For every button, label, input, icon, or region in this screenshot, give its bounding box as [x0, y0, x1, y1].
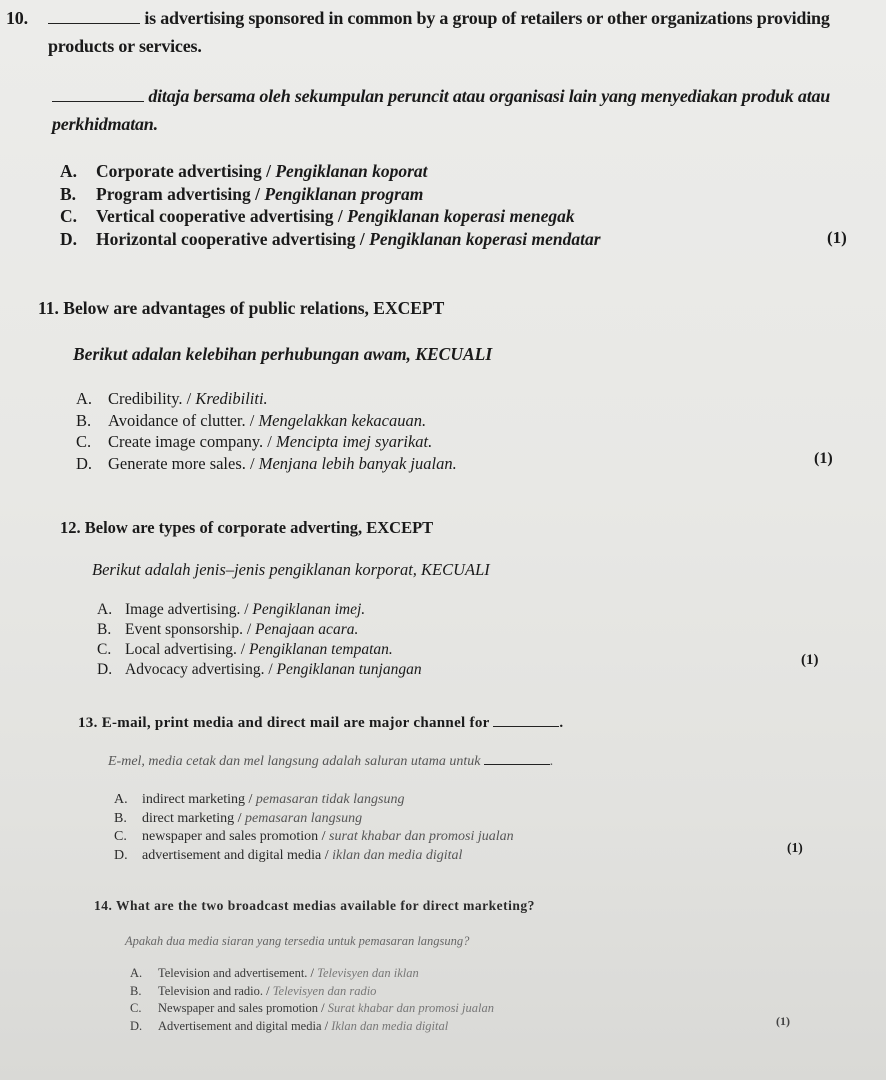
- q11-marks: (1): [814, 450, 833, 467]
- q11-option-a: A. Credibility. / Kredibiliti.: [76, 389, 268, 408]
- q10-stem-ms-text: ditaja bersama oleh sekumpulan peruncit atau organisasi lain yang menyediakan produk atau: [148, 86, 831, 106]
- q13-title: 13. E-mail, print media and direct mail are major channel for .: [78, 715, 564, 731]
- q14-subtitle: Apakah dua media siaran yang tersedia untuk pemasaran langsung?: [125, 934, 470, 948]
- q10-option-d: D. Horizontal cooperative advertising / Pengiklanan koperasi mendatar: [60, 228, 601, 249]
- q11-option-c: C. Create image company. / Mencipta imej syarikat.: [76, 432, 433, 451]
- q12-title: 12. Below are types of corporate adverting, EXCEPT: [60, 518, 434, 537]
- q14-options: [130, 965, 494, 1035]
- answer-blank: [48, 23, 140, 24]
- answer-blank: [52, 101, 144, 102]
- q14-title: 14. What are the two broadcast medias available for direct marketing?: [94, 898, 535, 913]
- q10-stem-en-text: is advertising sponsored in common by a group of retailers or other organizations providing: [144, 8, 830, 28]
- q14-marks: (1): [776, 1014, 790, 1028]
- answer-blank: [484, 764, 550, 765]
- q10-option-b: B. Program advertising / Pengiklanan program: [60, 183, 424, 204]
- q13-subtitle: E-mel, media cetak dan mel langsung adalah saluran utama untuk .: [108, 754, 554, 769]
- q14-option-b: B. Television and radio. / Televisyen dan radio: [130, 983, 377, 998]
- q11-title: 11. Below are advantages of public relations, EXCEPT: [38, 298, 445, 318]
- q13-subtitle-text: E-mel, media cetak dan mel langsung adalah saluran utama untuk: [108, 754, 481, 769]
- q12-option-a: A. Image advertising. / Pengiklanan imej.: [97, 601, 366, 618]
- q13-option-c: C. newspaper and sales promotion / surat khabar dan promosi jualan: [114, 829, 514, 844]
- q10-stem-ms: [52, 86, 830, 107]
- q10-stem-en: [48, 8, 830, 29]
- q10-options: [60, 160, 601, 250]
- q12-option-d: D. Advocacy advertising. / Pengiklanan tunjangan: [97, 661, 422, 678]
- q11-subtitle: Berikut adalan kelebihan perhubungan awam, KECUALI: [73, 344, 493, 364]
- q12-option-c: C. Local advertising. / Pengiklanan tempatan.: [97, 641, 393, 658]
- q12-options: [97, 600, 422, 680]
- q10-option-a: A. Corporate advertising / Pengiklanan koporat: [60, 161, 428, 181]
- answer-blank: [493, 726, 559, 727]
- q13-option-a: A. indirect marketing / pemasaran tidak langsung: [114, 792, 405, 807]
- q12-option-b: B. Event sponsorship. / Penajaan acara.: [97, 621, 359, 638]
- q10-number: 10.: [6, 8, 28, 28]
- q11-option-b: B. Avoidance of clutter. / Mengelakkan kekacauan.: [76, 410, 427, 430]
- q13-option-b: B. direct marketing / pemasaran langsung: [114, 810, 363, 826]
- q12-subtitle: Berikut adalah jenis–jenis pengiklanan korporat, KECUALI: [92, 560, 490, 579]
- q14-option-d: D. Advertisement and digital media / Iklan dan media digital: [130, 1018, 449, 1033]
- q10-stem-en-cont: products or services.: [48, 36, 202, 56]
- q13-title-text: 13. E-mail, print media and direct mail are major channel for: [78, 715, 490, 731]
- q13-marks: (1): [787, 840, 803, 855]
- q14-option-c: C. Newspaper and sales promotion / Surat khabar dan promosi jualan: [130, 1001, 494, 1015]
- q14-option-a: A. Television and advertisement. / Televisyen dan iklan: [130, 966, 419, 980]
- q13-options: [114, 791, 514, 865]
- q13-option-d: D. advertisement and digital media / iklan dan media digital: [114, 847, 463, 863]
- q11-option-d: D. Generate more sales. / Menjana lebih banyak jualan.: [76, 453, 457, 473]
- q10-stem-ms-cont: perkhidmatan.: [52, 114, 158, 134]
- q10-marks: (1): [827, 228, 847, 247]
- q11-options: [76, 388, 457, 474]
- q12-marks: (1): [801, 652, 819, 668]
- q10-option-c: C. Vertical cooperative advertising / Pengiklanan koperasi menegak: [60, 206, 575, 226]
